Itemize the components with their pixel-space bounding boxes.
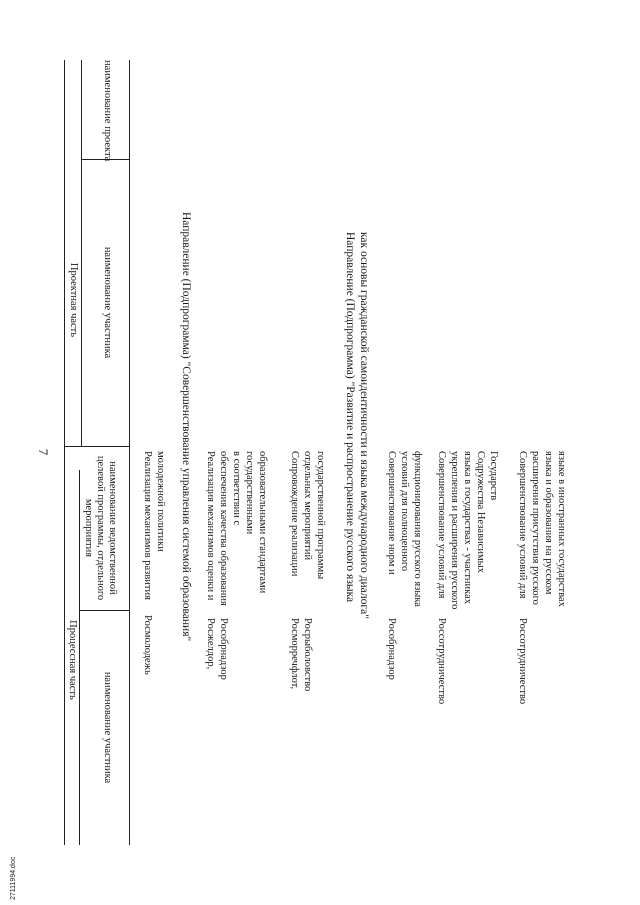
- support-event-line-2: отдельных мероприятий: [302, 451, 313, 561]
- cis-event-line-4: Содружества Независимых: [475, 451, 486, 573]
- col-program-header-line-2: целевой программы, отдельного: [95, 455, 106, 601]
- quality-participant-line-1: Росжелдор,: [205, 618, 216, 670]
- direction-russian-line-1: Направление (Подпрограмма) "Развитие и распространение русского языка: [344, 232, 356, 603]
- youth-policy-event-line-2: молодежной политики: [155, 451, 166, 552]
- support-participant-line-1: Росморречфлот,: [289, 618, 300, 690]
- footer-doc-code: 27111994.doc: [10, 856, 17, 900]
- header-bottom-line: [129, 60, 130, 845]
- quality-event-line-1: Реализация механизмов оценки и: [205, 451, 216, 601]
- foreign-event-line-1: Совершенствование условий для: [517, 451, 528, 599]
- norms-event-line-2: условий для полноценного: [399, 451, 410, 572]
- cis-event-line-1: Совершенствование условий для: [436, 451, 447, 599]
- support-event-line-3: государственной программы: [315, 451, 326, 580]
- group-project-label: Проектная часть: [68, 262, 79, 338]
- group-process-label: Процессная часть: [67, 620, 78, 700]
- foreign-event-line-2: расширения присутствия русского: [530, 451, 541, 605]
- cis-participant: Россотрудничество: [436, 618, 447, 705]
- quality-event-line-4: государственными: [244, 451, 255, 535]
- cis-event-line-3: языка в государствах - участниках: [462, 451, 473, 605]
- foreign-event-line-4: языке в иностранных государствах: [556, 451, 567, 607]
- quality-event-line-3: в соответствии с: [231, 451, 242, 526]
- foreign-event-line-3: языка и образования на русском: [543, 451, 554, 595]
- col-participant-process-header: наименование участника: [102, 671, 113, 784]
- direction-russian-line-2: как основы гражданской самоидентичности и языка международного диалога": [358, 232, 370, 619]
- quality-event-line-5: образовательными стандартами: [257, 451, 268, 594]
- page-number: 7: [36, 448, 51, 456]
- cis-event-line-5: Государств: [488, 451, 499, 501]
- cis-event-line-2: укрепления и расширения русского: [449, 451, 460, 610]
- quality-event-line-2: обеспечения качества образования: [218, 451, 229, 606]
- youth-policy-event-line-1: Реализация механизмов развития: [142, 451, 153, 600]
- col-project-name-header: наименование проекта: [102, 60, 113, 162]
- norms-participant: Рособрнадзор: [386, 618, 397, 680]
- norms-event-line-1: Совершенствование норм и: [386, 451, 397, 575]
- col-program-header-line-3: мероприятия: [83, 498, 94, 558]
- foreign-participant: Россотрудничество: [517, 618, 528, 705]
- support-event-line-1: Сопровождение реализации: [289, 451, 300, 577]
- group-separator-process: [79, 470, 80, 845]
- footer: [10, 840, 24, 900]
- youth-policy-participant: Росмолодежь: [142, 615, 153, 675]
- direction-education: Направление (Подпрограмма) "Совершенствование управления системой образования": [180, 212, 192, 642]
- quality-participant-line-2: Рособрнадзор: [218, 618, 229, 680]
- col-participant-header: наименование участника: [102, 246, 113, 359]
- support-participant-line-2: Росрыболовство: [302, 618, 313, 692]
- norms-event-line-3: функционирования русского языка: [412, 451, 423, 607]
- group-separator-project: [81, 60, 82, 446]
- col-program-header-line-1: наименование ведомственной: [107, 461, 118, 595]
